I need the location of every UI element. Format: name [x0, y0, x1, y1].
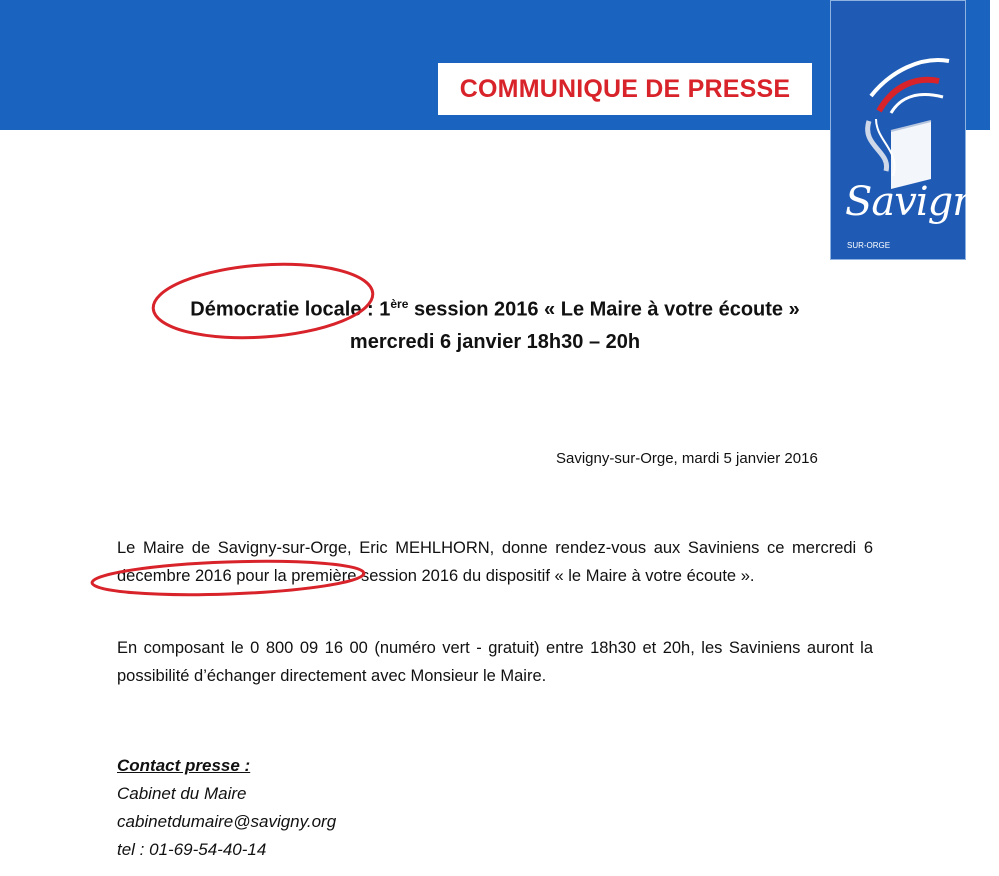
- body-paragraph-2: En composant le 0 800 09 16 00 (numéro vert - gratuit) entre 18h30 et 20h, les Saviniens auront la possibilité d’échanger directement avec Monsieur le Maire.: [117, 639, 873, 685]
- title-line-1: Démocratie locale : 1ère session 2016 « Le Maire à votre écoute »: [190, 297, 800, 321]
- press-release-box: [438, 63, 812, 115]
- press-contact: [117, 752, 336, 864]
- press-release-title: COMMUNIQUE DE PRESSE: [459, 74, 791, 103]
- logo-name: Savigny: [845, 179, 999, 225]
- contact-heading: Contact presse :: [117, 756, 251, 775]
- document-title: [0, 288, 990, 358]
- title-line-2: mercredi 6 janvier 18h30 – 20h: [349, 330, 641, 353]
- contact-office: Cabinet du Maire: [117, 784, 247, 803]
- logo-subtitle: SUR-ORGE: [847, 241, 891, 250]
- savigny-logo: [830, 0, 999, 260]
- contact-email[interactable]: cabinetdumaire@savigny.org: [117, 812, 337, 831]
- body-paragraph-1: Le Maire de Savigny-sur-Orge, Eric MEHLHORN, donne rendez-vous aux Saviniens ce mercredi 6 décembre 2016 pour la première session 2016 du dispositif « le Maire à votre écoute ».: [117, 539, 873, 585]
- place-date: Savigny-sur-Orge, mardi 5 janvier 2016: [556, 450, 818, 467]
- contact-phone: tel : 01-69-54-40-14: [117, 840, 267, 859]
